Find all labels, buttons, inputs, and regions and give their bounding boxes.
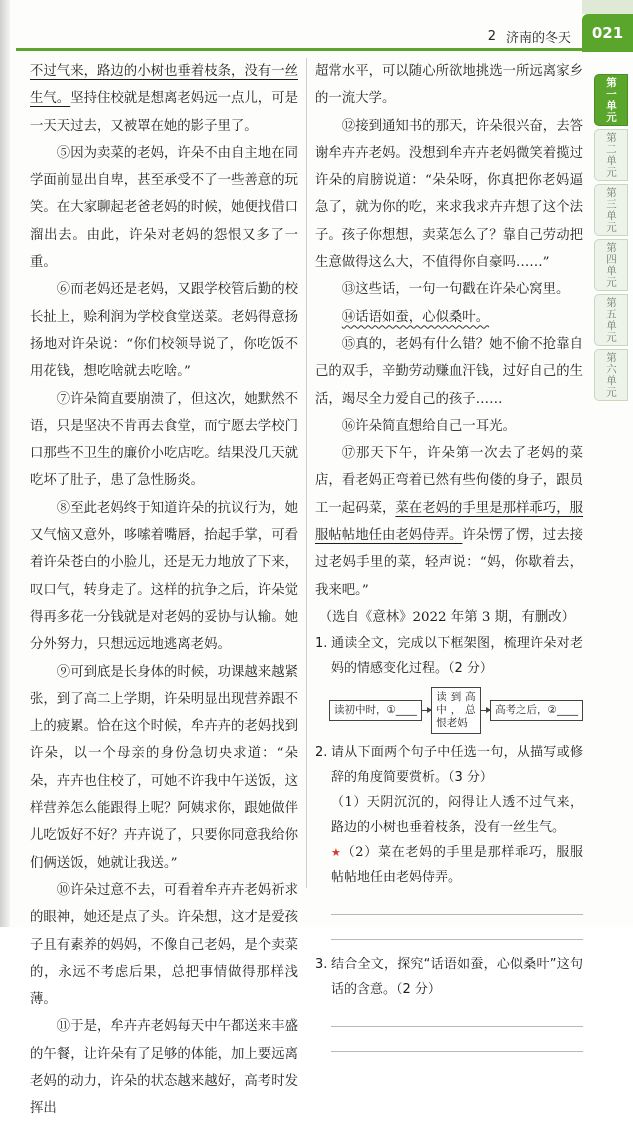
paragraph-12: ⑫接到通知书的那天，许朵很兴奋，去答谢牟卉卉老妈。没想到牟卉卉老妈微笑着揽过许朵的肩膀说道：“朵朵呀，你真把你老妈逼急了，就为你的吃，来求我求卉卉想了这个法子。孩子你想想，卖菜怎么了？靠自己劳动把生意做得这么大，不值得你自豪吗……”	[315, 118, 583, 271]
source-citation: （选自《意林》2022 年第 3 期，有删改）	[318, 609, 575, 625]
paragraph-9: ⑨可到底是长身体的时候，功课越来越紧张，到了高二上学期，许朵明显出现营养跟不上的疲累。恰在这个时候，牟卉卉的老妈找到许朵，以一个母亲的身份急切央求道：“朵朵，卉卉也住校了，可她不许我中午送饭，这样营养怎么能跟得上呢？阿姨求你，跟她做伴儿吃饭好不好？卉卉说了，只要你同意我给你们俩送饭，她就让我送。”	[30, 664, 298, 871]
question-1	[315, 631, 583, 681]
column-divider	[306, 58, 307, 888]
paragraph-14	[315, 304, 583, 331]
answer-line[interactable]	[331, 939, 583, 940]
paragraph-16: ⑯许朵简直想给自己一耳光。	[341, 418, 516, 434]
option-text: （2）菜在老妈的手里是那样乖巧，服服帖帖地任由老妈侍弄。	[331, 845, 583, 886]
flow-box-3[interactable]: 高考之后，②____	[490, 700, 583, 721]
paragraph-13: ⑬这些话，一句一句戳在许朵心窝里。	[341, 282, 570, 298]
paragraph-10: ⑩许朵过意不去，可看着牟卉卉老妈祈求的眼神，她还是点了头。许朵想，这才是爱孩子且有素养的妈妈，不像自己老妈，是个卖菜的，永远不考虑后果，总把事情做得那样浅薄。	[30, 882, 298, 1008]
question-3	[315, 952, 583, 1002]
page-number: 021	[582, 14, 633, 52]
paragraph-11-continued: 超常水平，可以随心所欲地挑选一所远离家乡的一流大学。	[315, 64, 583, 107]
question-text: 通读全文，完成以下框架图，梳理许朵对老妈的情感变化过程。（2 分）	[331, 636, 583, 677]
question-number: 1.	[315, 636, 328, 652]
question-number: 2.	[315, 745, 328, 761]
paragraph-7: ⑦许朵简直要崩溃了，但这次，她默然不语，只是坚决不肯再去食堂，而宁愿去学校门口那些不卫生的廉价小吃店吃。结果没几天就吃坏了肚子，患了急性肠炎。	[30, 391, 298, 489]
question-text: 请从下面两个句子中任选一句，从描写或修辞的角度简要赏析。（3 分）	[331, 745, 583, 786]
flow-box-1[interactable]: 读初中时，①____	[329, 700, 422, 721]
answer-line[interactable]	[331, 1026, 583, 1027]
question-2	[315, 740, 583, 790]
paragraph-text: 许朵愣了愣，过去接过老妈手里的菜，轻声说：“妈，你歇着去，我来吧。”	[315, 528, 584, 598]
paragraph-17	[315, 440, 583, 604]
tab-unit-2[interactable]: 第二单元	[594, 129, 628, 181]
answer-line[interactable]	[331, 1051, 583, 1052]
tab-unit-4[interactable]: 第四单元	[594, 239, 628, 291]
paragraph-6: ⑥而老妈还是老妈，又跟学校管后勤的校长扯上，赊利润为学校食堂送菜。老妈得意扬扬地对许朵说：“你们校领导说了，你吃饭不用花钱，想吃啥就去吃啥。”	[30, 282, 298, 380]
paragraph-text: 坚持住校就是想离老妈远一点儿，可是一天天过去，又被罩在她的影子里了。	[30, 91, 299, 134]
question-text: 结合全文，探究“话语如蚕，心似桑叶”这句话的含意。（2 分）	[331, 957, 583, 998]
underlined-sentence-1: 不过气来，路边的小树也垂着枝条，没有一丝生气。	[30, 64, 298, 107]
star-icon: ★	[331, 846, 342, 860]
unit-tabs	[594, 74, 628, 401]
header-rule	[16, 48, 582, 51]
tab-unit-1[interactable]: 第一单元	[594, 74, 628, 126]
underlined-sentence-2: 菜在老妈的手里是那样乖巧，服服帖帖地任由老妈侍弄。	[315, 500, 584, 544]
emotion-flowchart	[329, 687, 583, 734]
question-number: 3.	[315, 957, 328, 973]
tab-unit-6[interactable]: 第六单元	[594, 349, 628, 401]
arrow-icon	[481, 710, 490, 711]
chapter-title: 济南的冬天	[505, 30, 571, 46]
page-number-tab-top	[582, 0, 633, 14]
left-column	[30, 58, 298, 1123]
page-gutter-shadow	[0, 0, 10, 927]
running-header	[488, 26, 571, 46]
tab-unit-5[interactable]: 第五单元	[594, 294, 628, 346]
question-2-option-2	[315, 840, 583, 890]
right-column	[315, 58, 583, 1052]
wavy-underlined-sentence: ⑭话语如蚕，心似桑叶。	[341, 309, 490, 325]
paragraph-text: ⑰那天下午，许朵第一次去了老妈的菜店，看老妈正弯着已然有些佝偻的身子，跟员工一起码菜，	[315, 446, 583, 516]
paragraph-5: ⑤因为卖菜的老妈，许朵不由自主地在同学面前显出自卑，甚至承受不了一些善意的玩笑。在大家聊起老爸老妈的时候，她便找借口溜出去。由此，许朵对老妈的怨恨又多了一重。	[30, 145, 298, 271]
tab-unit-3[interactable]: 第三单元	[594, 184, 628, 236]
paragraph-8: ⑧至此老妈终于知道许朵的抗议行为，她又气恼又意外，哆嗦着嘴唇，抬起手掌，可看着许朵苍白的小脸儿，还是无力地放了下来，叹口气，转身走了。这样的抗争之后，许朵觉得再多花一分钱就是对老妈的妥协与认输。她分外努力，只想远远地逃离老妈。	[30, 500, 298, 653]
paragraph-11: ⑪于是，牟卉卉老妈每天中午都送来丰盛的午餐，让许朵有了足够的体能，加上要远离老妈的动力，许朵的状态越来越好，高考时发挥出	[30, 1019, 298, 1117]
answer-line[interactable]	[331, 914, 583, 915]
chapter-number: 2	[487, 28, 496, 44]
arrow-icon	[422, 710, 431, 711]
paragraph-continued	[30, 58, 298, 140]
flow-box-2: 读到高中，总恨老妈	[431, 687, 480, 734]
paragraph-15: ⑮真的，老妈有什么错？她不偷不抢靠自己的双手，辛勤劳动赚血汗钱，过好自己的生活，竭尽全力爱自己的孩子……	[315, 336, 583, 407]
question-2-option-1: （1）天阴沉沉的，闷得让人透不过气来，路边的小树也垂着枝条，没有一丝生气。	[331, 795, 583, 836]
